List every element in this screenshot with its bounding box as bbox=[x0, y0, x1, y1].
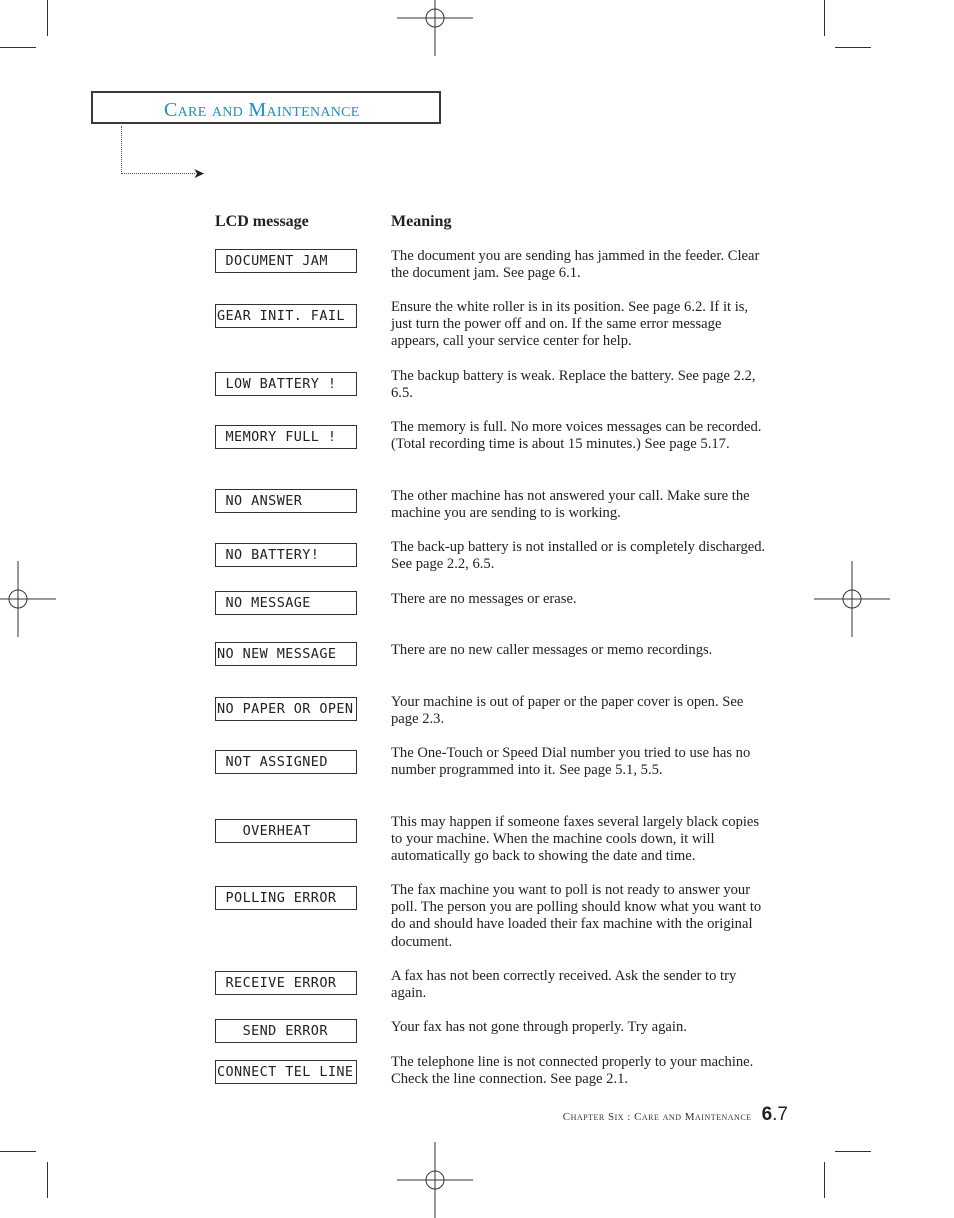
registration-mark-top bbox=[397, 0, 473, 56]
lcd-message: NO ANSWER bbox=[215, 489, 357, 513]
crop-mark bbox=[824, 1162, 825, 1198]
lcd-message: POLLING ERROR bbox=[215, 886, 357, 910]
message-meaning: The backup battery is weak. Replace the battery. See page 2.2, 6.5. bbox=[391, 368, 756, 402]
page-number-major: 6 bbox=[761, 1104, 773, 1125]
column-header-lcd: LCD message bbox=[215, 213, 309, 230]
lcd-message: MEMORY FULL ! bbox=[215, 425, 357, 449]
lcd-message: NO MESSAGE bbox=[215, 591, 357, 615]
message-meaning: The telephone line is not connected properly to your machine. Check the line connection. See page 2.1. bbox=[391, 1054, 754, 1088]
lcd-message: GEAR INIT. FAIL bbox=[215, 304, 357, 328]
section-title: Care and Maintenance bbox=[164, 99, 360, 121]
crop-mark bbox=[47, 0, 48, 36]
lcd-message: NOT ASSIGNED bbox=[215, 750, 357, 774]
crop-mark bbox=[835, 1151, 871, 1152]
registration-mark-left bbox=[0, 561, 56, 637]
message-meaning: The other machine has not answered your call. Make sure the machine you are sending to is working. bbox=[391, 488, 750, 522]
registration-mark-bottom bbox=[397, 1142, 473, 1218]
lcd-message: LOW BATTERY ! bbox=[215, 372, 357, 396]
crop-mark bbox=[835, 47, 871, 48]
page-footer bbox=[563, 1104, 788, 1126]
message-meaning: The document you are sending has jammed in the feeder. Clear the document jam. See page 6.1. bbox=[391, 248, 760, 282]
message-meaning: Ensure the white roller is in its position. See page 6.2. If it is, just turn the power off and on. If the same error message appears, call your service center for help. bbox=[391, 299, 749, 350]
lcd-message: NO NEW MESSAGE bbox=[215, 642, 357, 666]
arrow-right-icon: ➤ bbox=[193, 167, 205, 182]
message-meaning: The One-Touch or Speed Dial number you tried to use has no number programmed into it. See page 5.1, 5.5. bbox=[391, 745, 751, 779]
message-meaning: This may happen if someone faxes several largely black copies to your machine. When the machine cools down, it will automatically go back to showing the date and time. bbox=[391, 814, 760, 865]
message-meaning: The fax machine you want to poll is not ready to answer your poll. The person you are polling should know what you want to do and should have loaded their fax machine with the original document. bbox=[391, 882, 762, 950]
message-meaning: Your fax has not gone through properly. Try again. bbox=[391, 1019, 687, 1035]
lcd-message: NO BATTERY! bbox=[215, 543, 357, 567]
leader-line bbox=[121, 173, 195, 174]
message-meaning: Your machine is out of paper or the paper cover is open. See page 2.3. bbox=[391, 694, 744, 728]
lcd-message: NO PAPER OR OPEN bbox=[215, 697, 357, 721]
lcd-message: OVERHEAT bbox=[215, 819, 357, 843]
message-meaning: There are no messages or erase. bbox=[391, 591, 577, 607]
registration-mark-right bbox=[814, 561, 890, 637]
column-header-meaning: Meaning bbox=[391, 213, 452, 230]
lcd-message: RECEIVE ERROR bbox=[215, 971, 357, 995]
crop-mark bbox=[824, 0, 825, 36]
message-meaning: The memory is full. No more voices messages can be recorded. (Total recording time is about 15 minutes.) See page 5.17. bbox=[391, 419, 762, 453]
lcd-message: CONNECT TEL LINE bbox=[215, 1060, 357, 1084]
crop-mark bbox=[0, 47, 36, 48]
crop-mark bbox=[47, 1162, 48, 1198]
message-meaning: A fax has not been correctly received. Ask the sender to try again. bbox=[391, 968, 737, 1002]
page-number-minor: .7 bbox=[772, 1104, 788, 1125]
page-number bbox=[762, 1104, 788, 1125]
leader-line bbox=[121, 126, 122, 174]
footer-chapter-text: Chapter Six : Care and Maintenance bbox=[562, 1111, 752, 1123]
message-meaning: There are no new caller messages or memo recordings. bbox=[391, 642, 713, 658]
message-meaning: The back-up battery is not installed or is completely discharged. See page 2.2, 6.5. bbox=[391, 539, 766, 573]
lcd-message: SEND ERROR bbox=[215, 1019, 357, 1043]
crop-mark bbox=[0, 1151, 36, 1152]
section-header-box bbox=[91, 91, 441, 124]
lcd-message: DOCUMENT JAM bbox=[215, 249, 357, 273]
